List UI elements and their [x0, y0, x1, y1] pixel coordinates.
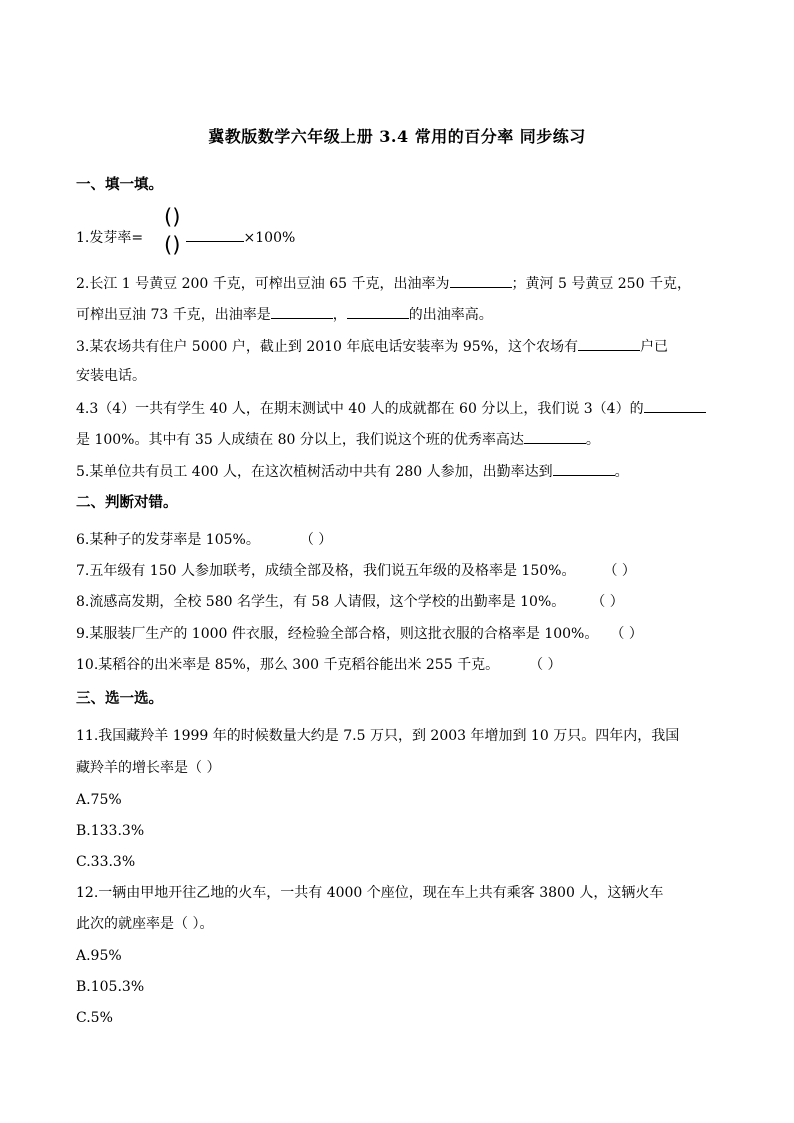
option-a: A.95% — [76, 948, 122, 964]
question-4-line-2 — [76, 429, 600, 449]
answer-blank — [186, 227, 244, 242]
fraction-numerator: () — [164, 205, 181, 229]
question-1-suffix: ×100% — [243, 230, 296, 246]
answer-blank — [347, 304, 409, 319]
question-10 — [76, 656, 562, 674]
question-10-text: 10.某稻谷的出米率是 85%，那么 300 千克稻谷能出米 255 千克。 — [76, 657, 500, 673]
question-5-text-b: 。 — [614, 464, 629, 480]
question-1 — [76, 227, 295, 247]
answer-blank — [271, 304, 333, 319]
question-12-line-1: 12.一辆由甲地开往乙地的火车，一共有 4000 个座位，现在车上共有乘客 3800 人，这辆火车 — [76, 885, 664, 901]
question-5 — [76, 461, 629, 481]
question-3-text-a: 3.某农场共有住户 5000 户，截止到 2010 年底电话安装率为 95%，这个农场有 — [76, 339, 578, 355]
answer-blank — [644, 398, 706, 413]
question-4-text-c: 。 — [585, 432, 600, 448]
section-heading-fill-in: 一、填一填。 — [76, 176, 163, 193]
question-1-prefix: 1.发芽率= — [76, 230, 144, 246]
question-8 — [76, 593, 624, 611]
option-a: A.75% — [76, 792, 122, 808]
question-2-text-d: ， — [332, 307, 347, 323]
option-b: B.133.3% — [76, 823, 145, 839]
question-3-line-1 — [76, 336, 668, 356]
answer-parentheses: （ ） — [591, 594, 624, 610]
question-6 — [76, 531, 332, 549]
question-7 — [76, 562, 636, 580]
question-11-line-1: 11.我国藏羚羊 1999 年的时候数量大约是 7.5 万只，到 2003 年增加到 10 万只。四年内，我国 — [76, 728, 680, 744]
answer-blank — [578, 336, 640, 351]
question-4-text-b: 是 100%。其中有 35 人成绩在 80 分以上，我们说这个班的优秀率高达 — [76, 432, 524, 448]
option-b: B.105.3% — [76, 979, 145, 995]
question-2-line-2 — [76, 304, 493, 324]
question-6-text: 6.某种子的发芽率是 105%。 — [76, 532, 260, 548]
fraction — [164, 205, 180, 261]
question-7-text: 7.五年级有 150 人参加联考，成绩全部及格，我们说五年级的及格率是 150%。 — [76, 563, 576, 579]
question-4-text-a: 4.3（4）一共有学生 40 人，在期末测试中 40 人的成就都在 60 分以上，我们说 3（4）的 — [76, 401, 644, 417]
question-4-line-1 — [76, 398, 706, 418]
page-title: 冀教版数学六年级上册 3.4 常用的百分率 同步练习 — [208, 127, 586, 146]
question-8-text: 8.流感高发期，全校 580 名学生，有 58 人请假，这个学校的出勤率是 10%。 — [76, 594, 566, 610]
fraction-denominator: () — [164, 233, 181, 257]
question-2-text-c: 可榨出豆油 73 千克，出油率是 — [76, 307, 271, 323]
section-heading-multiple-choice: 三、选一选。 — [76, 690, 163, 707]
question-9 — [76, 625, 643, 643]
question-5-text-a: 5.某单位共有员工 400 人，在这次植树活动中共有 280 人参加，出勤率达到 — [76, 464, 553, 480]
question-2-text-a: 2.长江 1 号黄豆 200 千克，可榨出豆油 65 千克，出油率为 — [76, 276, 450, 292]
question-9-text: 9.某服装厂生产的 1000 件衣服，经检验全部合格，则这批衣服的合格率是 100%。 — [76, 626, 599, 642]
option-c: C.33.3% — [76, 854, 136, 870]
question-2-text-e: 的出油率高。 — [408, 307, 493, 323]
question-12-line-2: 此次的就座率是（ ）。 — [76, 916, 214, 932]
question-3-text-b: 户已 — [639, 339, 668, 355]
answer-blank — [450, 273, 512, 288]
section-heading-true-false: 二、判断对错。 — [76, 494, 178, 511]
answer-blank — [524, 429, 586, 444]
answer-parentheses: （ ） — [529, 657, 562, 673]
question-2-line-1 — [76, 273, 691, 293]
answer-parentheses: （ ） — [603, 563, 636, 579]
answer-parentheses: （ ） — [610, 626, 643, 642]
question-11-line-2: 藏羚羊的增长率是（ ） — [76, 760, 221, 776]
answer-blank — [553, 461, 615, 476]
answer-parentheses: （ ） — [299, 532, 333, 548]
option-c: C.5% — [76, 1010, 113, 1026]
question-3-line-2: 安装电话。 — [76, 368, 146, 384]
question-2-text-b: ；黄河 5 号黄豆 250 千克， — [511, 276, 691, 292]
